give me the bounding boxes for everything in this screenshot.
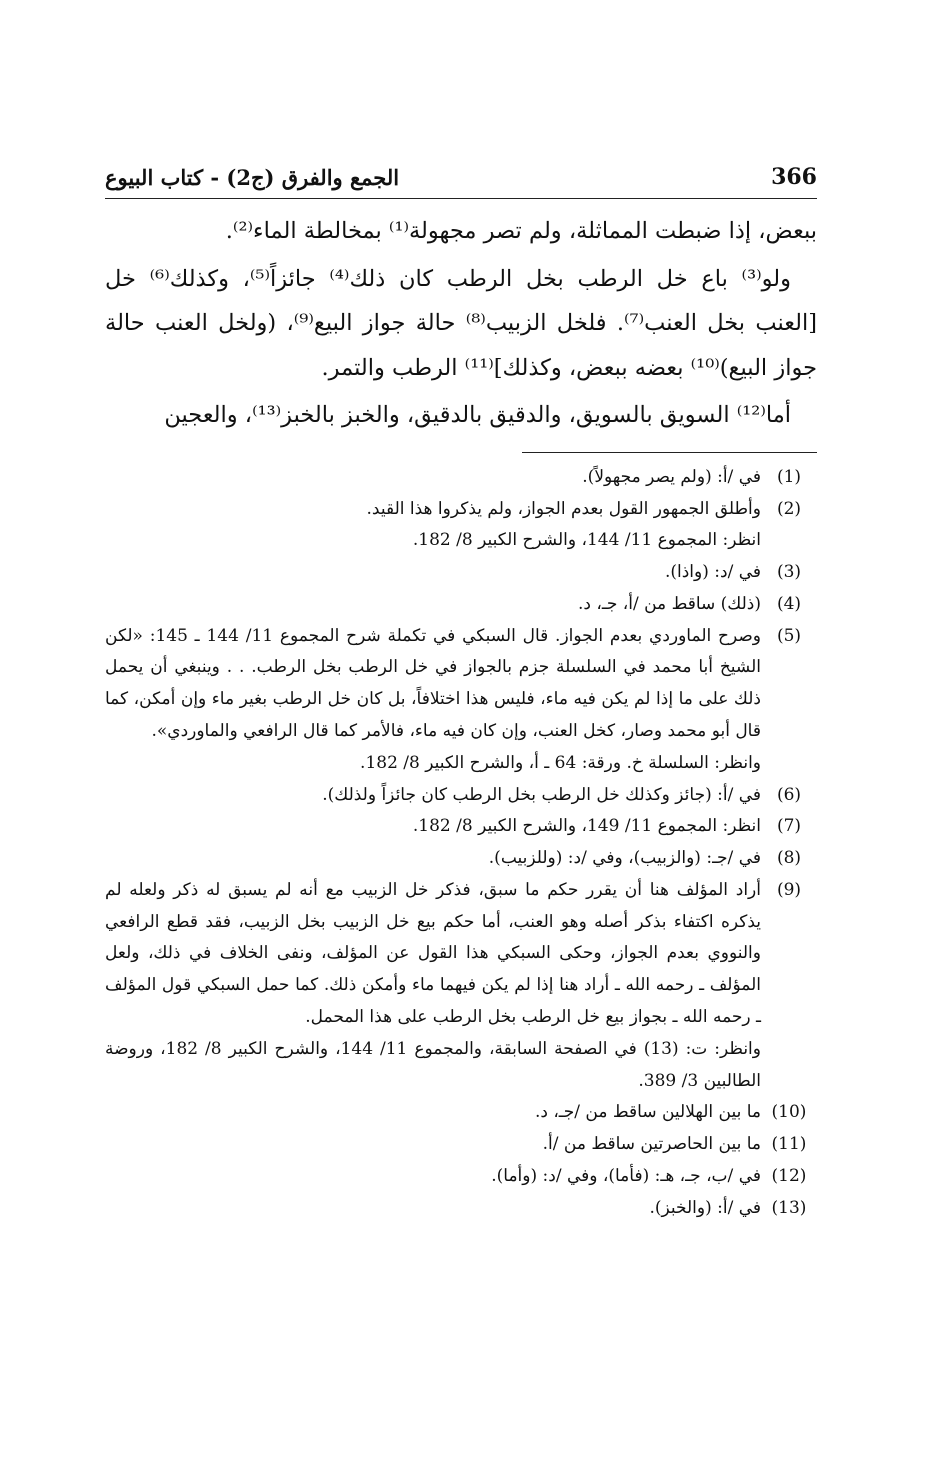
footnote [105,494,817,558]
footnote [105,1097,817,1129]
running-header [105,150,817,199]
footnote [105,589,817,621]
footnote [105,462,817,494]
footnote-line: وأطلق الجمهور القول بعدم الجواز، ولم يذكروا هذا القيد. [366,498,761,519]
footnote-text [105,589,761,621]
footnote-number: (5) [776,625,802,646]
footnote-number: (2) [776,498,802,519]
footnote-line: أراد المؤلف هنا أن يقرر حكم ما سبق، فذكر خل الزبيب مع أنه لم يسبق له ذكر ولعله لم يذكره اكتفاء بذكر أصله وهو العنب، أما حكم بيع خل الزبيب بخل الزبيب، فقد قطع الرافعي والنووي بعدم الجواز، وحكى السبكي هذا القول عن المؤلف، ونفى الخلاف في ذلك، ولعل المؤلف ـ رحمه الله ـ أراد هنا إذا لم يكن فيهما ماء وأمكن ذلك. كما حمل السبكي قول المؤلف ـ رحمه الله ـ بجواز بيع خل الرطب بخل الرطب على هذا المحمل. [105,879,761,1028]
paragraph: ببعض، إذا ضبطت المماثلة، ولم تصر مجهولة⁽¹⁾ بمخالطة الماء⁽²⁾. [225,218,817,244]
footnote-number: (9) [776,879,802,900]
footnote-text [105,780,761,812]
footnote-text [105,1161,761,1193]
main-text [105,209,817,438]
footnote-text [105,811,761,843]
footnote-number: (10) [771,1102,807,1123]
footnote-text [105,621,761,780]
footnote-line: في /أ: (جائز وكذلك خل الرطب بخل الرطب كان جائزاً ولذلك). [322,784,761,805]
footnote-number: (8) [776,848,802,869]
footnote-number: (12) [771,1165,807,1186]
footnote-line: في /ب، جـ، هـ: (فأما)، وفي /د: (وأما). [491,1165,761,1186]
footnote-line: في /أ: (ولم يصر مجهولاً). [582,466,761,487]
footnote [105,811,817,843]
footnote-text [105,1129,761,1161]
footnote-number: (1) [776,466,802,487]
footnote-text [105,843,761,875]
footnote-separator [522,452,817,453]
footnote-text [105,875,761,1097]
footnote-number: (13) [771,1197,807,1218]
footnote-line: ما بين الحاصرتين ساقط من /أ. [542,1134,761,1155]
footnote [105,1161,817,1193]
footnote [105,1193,817,1225]
footnote-line: ما بين الهلالين ساقط من /جـ، د. [534,1102,761,1123]
footnote [105,843,817,875]
footnote-number: (7) [776,816,802,837]
footnote-text [105,1193,761,1225]
footnote-text [105,557,761,589]
footnote-line: في /د: (واذا). [664,562,761,583]
book-page [105,150,817,1224]
footnote [105,621,817,780]
footnote-line: في /جـ: (والزبيب)، وفي /د: (وللزبيب). [488,848,761,869]
footnote-text [105,494,761,558]
footnote-number: (3) [776,562,802,583]
paragraph: أما⁽¹²⁾ السويق بالسويق، والدقيق بالدقيق، والخبز بالخبز⁽¹³⁾، والعجين [164,402,791,429]
footnote [105,1129,817,1161]
paragraph: ولو⁽³⁾ باع خل الرطب بخل الرطب كان ذلك⁽⁴⁾ جائزاً⁽⁵⁾، وكذلك⁽⁶⁾ خل [العنب بخل العنب⁽⁷⁾. فلخل الزبيب⁽⁸⁾ حالة جواز البيع⁽⁹⁾، (ولخل العنب حالة جواز البيع)⁽¹⁰⁾ بعضه ببعض، وكذلك]⁽¹¹⁾ الرطب والتمر. [105,265,817,381]
footnote-number: (4) [776,593,802,614]
footnote-number: (11) [771,1134,807,1155]
footnote-line: انظر: المجموع 11/ 149، والشرح الكبير 8/ 182. [412,816,761,837]
footnote-text [105,462,761,494]
footnote-number: (6) [776,784,802,805]
footnote-line: وانظر: السلسلة خ. ورقة: 64 ـ أ، والشرح الكبير 8/ 182. [360,752,761,773]
footnote [105,780,817,812]
footnote-line: (ذلك) ساقط من /أ، جـ، د. [578,593,761,614]
page-number: 366 [771,164,817,190]
footnote-line: في /أ: (والخبز). [649,1197,761,1218]
running-title: الجمع والفرق (ج2) - كتاب البيوع [105,165,400,190]
footnote-line: انظر: المجموع 11/ 144، والشرح الكبير 8/ 182. [412,530,761,551]
footnote-line: وانظر: ت: (13) في الصفحة السابقة، والمجموع 11/ 144، والشرح الكبير 8/ 182، وروضة الطالبين 3/ 389. [105,1038,761,1091]
footnotes [105,462,817,1225]
footnote-line: وصرح الماوردي بعدم الجواز. قال السبكي في تكملة شرح المجموع 11/ 144 ـ 145: «لكن الشيخ أبا محمد في السلسلة جزم بالجواز في خل الرطب بخل الرطب. . . وينبغي أن يحمل ذلك على ما إذا لم يكن فيه ماء، فليس هذا اختلافاً، بل كان خل الرطب بغير ماء وإن أمكن، كما قال أبو محمد وصار، كخل العنب، وإن كان فيه ماء، فالأمر كما قال الرافعي والماوردي». [105,625,762,741]
footnote [105,875,817,1097]
footnote [105,557,817,589]
footnote-text [105,1097,761,1129]
